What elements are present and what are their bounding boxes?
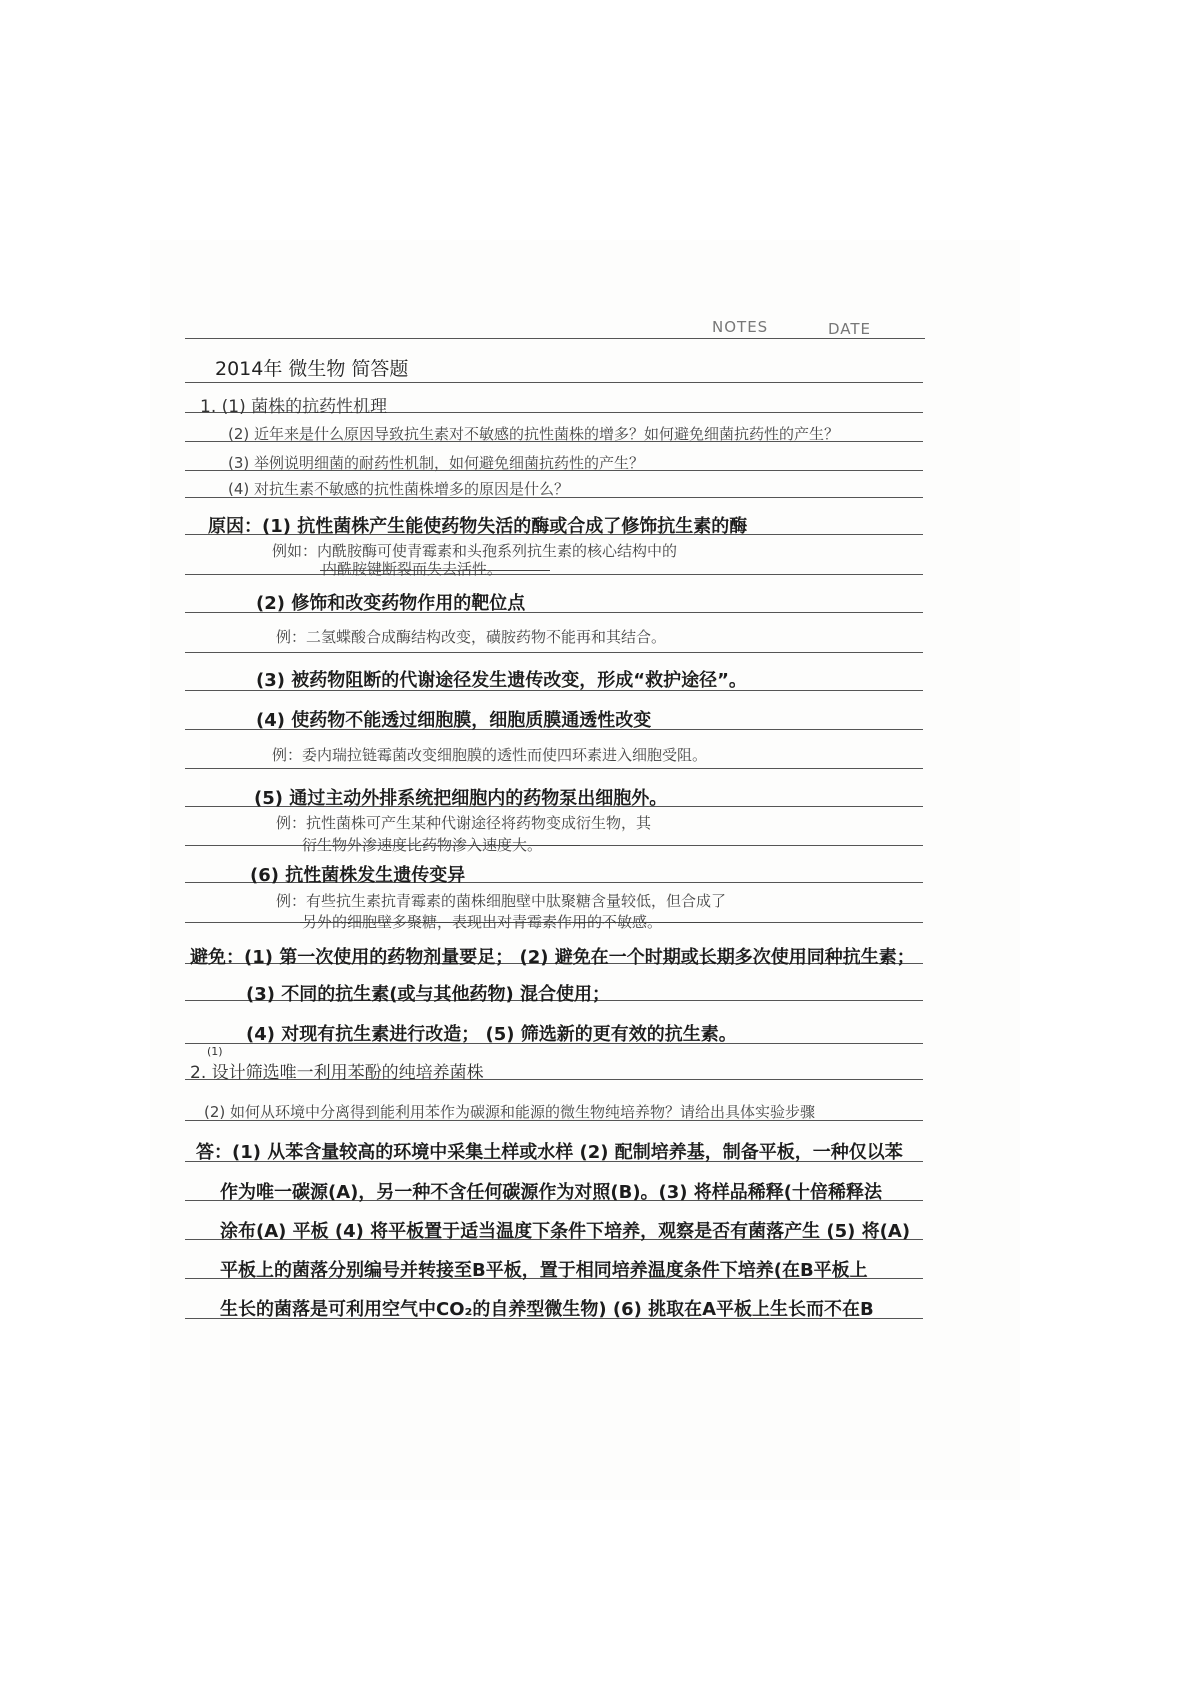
- question-1-part-3: (3) 举例说明细菌的耐药性机制，如何避免细菌抗药性的产生？: [228, 454, 645, 472]
- ruled-line: [185, 768, 923, 769]
- strikethrough-mark: [300, 845, 580, 846]
- date-header: DATE: [828, 320, 872, 338]
- avoidance-line-3: (4) 对现有抗生素进行改造； (5) 筛选新的更有效的抗生素。: [246, 1024, 737, 1045]
- superscript-marker: (1): [207, 1045, 223, 1058]
- avoidance-line-1: 避免：(1) 第一次使用的药物剂量要足； (2) 避免在一个时期或长期多次使用同种抗生素；: [190, 947, 915, 968]
- notes-header: NOTES: [712, 318, 769, 336]
- reason-2: (2) 修饰和改变药物作用的靶位点: [256, 593, 526, 614]
- reason-5-example-line-1: 例：抗性菌株可产生某种代谢途径将药物变成衍生物，其: [276, 814, 652, 832]
- avoidance-line-2: (3) 不同的抗生素(或与其他药物) 混合使用；: [246, 984, 610, 1005]
- question-1-part-2: (2) 近年来是什么原因导致抗生素对不敏感的抗性菌株的增多？如何避免细菌抗药性的产生？: [228, 425, 840, 443]
- question-1-part-4: (4) 对抗生素不敏感的抗性菌株增多的原因是什么？: [228, 480, 570, 498]
- reason-1: 原因：(1) 抗性菌株产生能使药物失活的酶或合成了修饰抗生素的酶: [208, 516, 748, 537]
- reason-1-example-line-2: 内酰胺键断裂而失去活性。: [322, 560, 503, 578]
- reason-4: (4) 使药物不能透过细胞膜，细胞质膜通透性改变: [256, 710, 652, 731]
- question-2-part-2: (2) 如何从环境中分离得到能利用苯作为碳源和能源的微生物纯培养物？请给出具体实验步骤: [204, 1103, 816, 1121]
- strikethrough-mark: [300, 922, 720, 923]
- question-2-part-1: 2. 设计筛选唯一利用苯酚的纯培养菌株: [190, 1063, 484, 1083]
- answer-2-line-4: 平板上的菌落分别编号并转接至B平板，置于相同培养温度条件下培养(在B平板上: [220, 1260, 868, 1281]
- ruled-line: [185, 574, 923, 575]
- answer-2-line-3: 涂布(A) 平板 (4) 将平板置于适当温度下条件下培养，观察是否有菌落产生 (5) 将(A): [220, 1221, 911, 1242]
- answer-2-line-5: 生长的菌落是可利用空气中CO₂的自养型微生物) (6) 挑取在A平板上生长而不在B: [220, 1299, 874, 1320]
- ruled-line: [185, 382, 923, 383]
- reason-1-example-line-1: 例如：内酰胺酶可使青霉素和头孢系列抗生素的核心结构中的: [272, 542, 678, 560]
- ruled-line: [185, 652, 923, 653]
- reason-6-example-line-1: 例：有些抗生素抗青霉素的菌株细胞壁中肽聚糖含量较低，但合成了: [276, 892, 727, 910]
- strikethrough-mark: [320, 570, 550, 571]
- answer-2-line-1: 答：(1) 从苯含量较高的环境中采集土样或水样 (2) 配制培养基，制备平板，一种仅以苯: [196, 1142, 903, 1163]
- reason-6: (6) 抗性菌株发生遗传变异: [250, 865, 466, 886]
- page-title: 2014年 微生物 简答题: [215, 358, 409, 380]
- reason-5-example-line-2: 衍生物外渗速度比药物渗入速度大。: [302, 836, 543, 854]
- ruled-line: [185, 338, 925, 339]
- reason-3: (3) 被药物阻断的代谢途径发生遗传改变，形成“救护途径”。: [256, 670, 747, 691]
- reason-5: (5) 通过主动外排系统把细胞内的药物泵出细胞外。: [254, 788, 668, 809]
- question-1-part-1: 1. (1) 菌株的抗药性机理: [200, 397, 388, 417]
- reason-4-example: 例：委内瑞拉链霉菌改变细胞膜的透性而使四环素进入细胞受阻。: [272, 746, 708, 764]
- reason-2-example: 例：二氢蝶酸合成酶结构改变，磺胺药物不能再和其结合。: [276, 628, 667, 646]
- answer-2-line-2: 作为唯一碳源(A)，另一种不含任何碳源作为对照(B)。(3) 将样品稀释(十倍稀释法: [220, 1182, 883, 1203]
- reason-6-example-line-2: 另外的细胞壁多聚糖，表现出对青霉素作用的不敏感。: [302, 913, 663, 931]
